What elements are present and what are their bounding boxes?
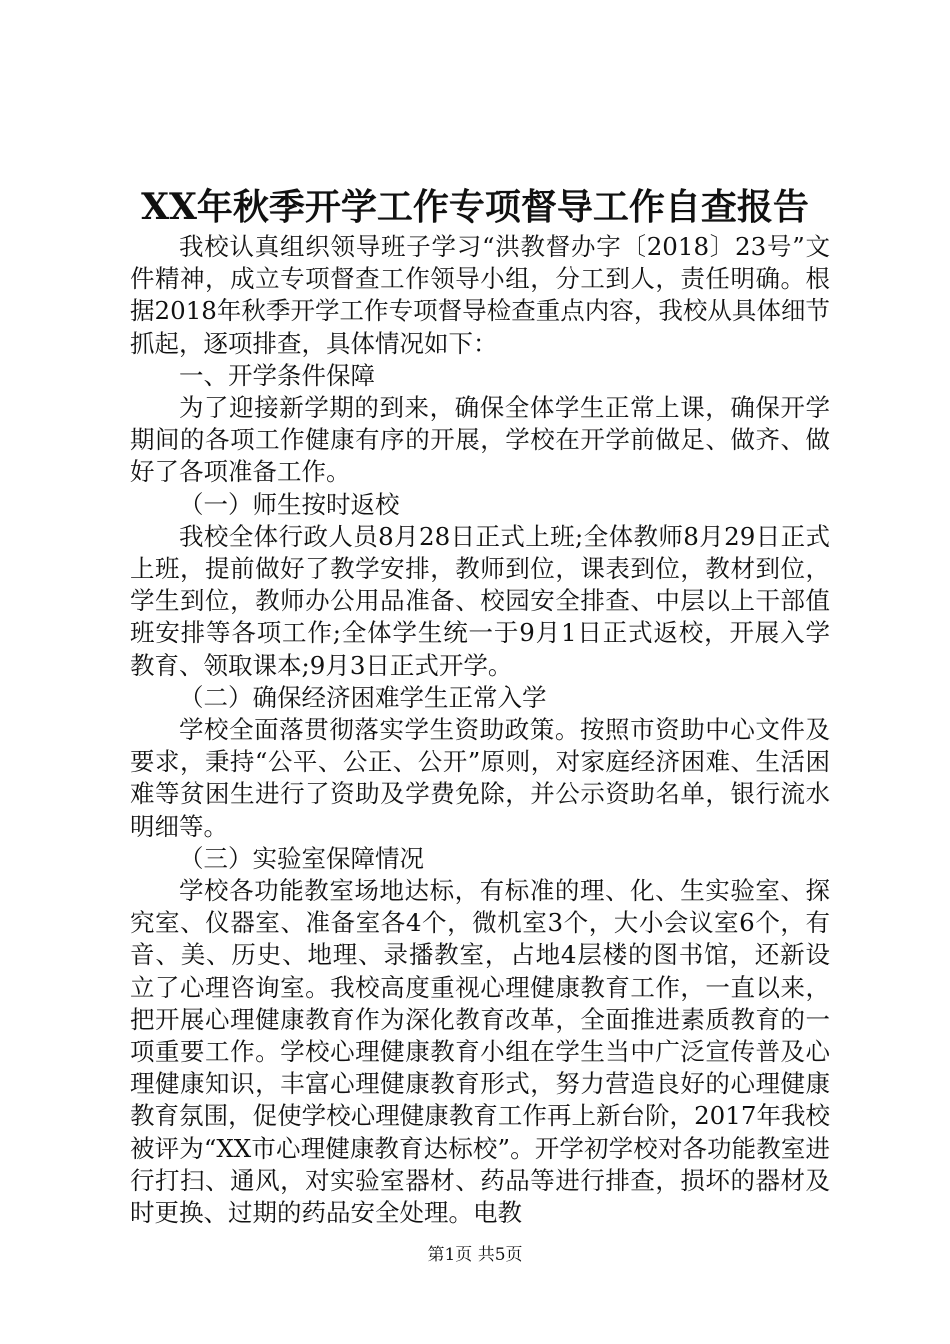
paragraph-subsection-1: 我校全体行政人员8月28日正式上班;全体教师8月29日正式上班，提前做好了教学安排，教师到位，课表到位，教材到位，学生到位，教师办公用品准备、校园安全排查、中层以上干部值班安排等各项工作;全体学生统一于9月1日正式返校，开展入学教育、领取课本;9月3日正式开学。 — [130, 521, 830, 680]
subsection-heading-2: （二）确保经济困难学生正常入学 — [179, 682, 547, 712]
document-body — [130, 231, 830, 1229]
paragraph-section-1: 为了迎接新学期的到来，确保全体学生正常上课，确保开学期间的各项工作健康有序的开展，学校在开学前做足、做齐、做好了各项准备工作。 — [130, 393, 830, 487]
subsection-heading-3: （三）实验室保障情况 — [179, 843, 424, 873]
document-title: XX年秋季开学工作专项督导工作自查报告 — [141, 186, 809, 228]
paragraph-subsection-2: 学校全面落贯彻落实学生资助政策。按照市资助中心文件及要求，秉持“公平、公正、公开”原则，对家庭经济困难、生活困难等贫困生进行了资助及学费免除，并公示资助名单，银行流水明细等。 — [130, 715, 830, 841]
section-heading-1: 一、开学条件保障 — [179, 360, 375, 390]
paragraph-intro: 我校认真组织领导班子学习“洪教督办字〔2018〕23号”文件精神，成立专项督查工作领导小组，分工到人，责任明确。根据2018年秋季开学工作专项督导检查重点内容，我校从具体细节抓起，逐项排查，具体情况如下： — [130, 232, 830, 358]
subsection-heading-1: （一）师生按时返校 — [179, 489, 400, 519]
page-number-footer: 第1页 共5页 — [427, 1245, 523, 1265]
paragraph-subsection-3: 学校各功能教室场地达标，有标准的理、化、生实验室、探究室、仪器室、准备室各4个，微机室3个，大小会议室6个，有音、美、历史、地理、录播教室，占地4层楼的图书馆，还新设立了心理咨询室。我校高度重视心理健康教育工作，一直以来，把开展心理健康教育作为深化教育改革，全面推进素质教育的一项重要工作。学校心理健康教育小组在学生当中广泛宣传普及心理健康知识，丰富心理健康教育形式，努力营造良好的心理健康教育氛围，促使学校心理健康教育工作再上新台阶，2017年我校被评为“XX市心理健康教育达标校”。开学初学校对各功能教室进行打扫、通风，对实验室器材、药品等进行排查，损坏的器材及时更换、过期的药品安全处理。电教 — [130, 876, 830, 1228]
